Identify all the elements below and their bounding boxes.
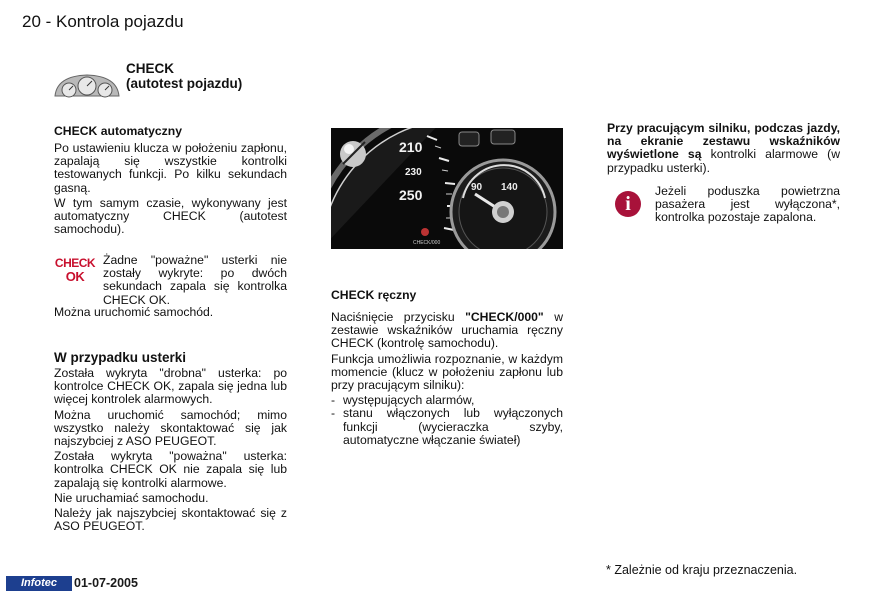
dashboard-photo — [331, 128, 563, 249]
fault-paragraph-4: Nie uruchamiać samochodu. — [54, 490, 209, 505]
no-fault-note — [103, 254, 287, 309]
fault-paragraph-1: Została wykryta "drobna" usterka: po kontrolce CHECK OK, zapala się jedna lub więcej kontrolek alarmowych. — [54, 366, 287, 407]
check-ok-icon — [54, 257, 96, 283]
airbag-note-text: Jeżeli poduszka powietrzna pasażera jest wyłączona*, kontrolka pozostaje zapalona. — [655, 184, 840, 225]
auto-check-heading: CHECK automatyczny — [54, 124, 182, 138]
check-section-title — [126, 61, 242, 91]
manual-p1-button: "CHECK/000" — [465, 310, 544, 324]
manual-p1-b: w zestawie wskaźników uruchamia ręczny CHECK (kontrolę samochodu). — [331, 310, 564, 351]
fault-heading: W przypadku usterki — [54, 350, 187, 365]
manual-check-paragraph-1 — [331, 311, 563, 351]
auto-check-paragraph-2: W tym samym czasie, wykonywany jest automatyczny CHECK (autotest samochodu). — [54, 195, 287, 237]
airbag-note — [655, 185, 840, 227]
fault-paragraph-5: Należy jak najszybciej skontaktować się z ASO PEUGEOT. — [54, 506, 287, 534]
auto-check-paragraph-1: Po ustawieniu klucza w położeniu zapłonu, zapalają się wszystkie kontrolki testowanych funkcji. Po kilku sekundach gasną. — [54, 141, 287, 195]
no-fault-text: Żadne "poważne" usterki nie zostały wykryte: po dwóch sekundach zapala się kontrolka CHECK OK. — [103, 253, 287, 307]
right-paragraph-bold: Przy pracującym silniku, podczas jazdy, na ekranie zestawu wskaźników wyświetlone są — [607, 121, 840, 162]
manual-p1-a: Naciśnięcie przycisku — [331, 310, 466, 324]
check-ok-icon-line2: OK — [65, 269, 85, 284]
instrument-cluster-icon — [53, 72, 121, 105]
page-title: 20 - Kontrola pojazdu — [22, 12, 184, 31]
check-title-line1: CHECK — [126, 61, 175, 76]
footer-date: 01-07-2005 — [74, 576, 138, 590]
manual-check-paragraph-2: Funkcja umożliwia rozpoznanie, w każdym momencie (klucz w położeniu zapłonu lub przy pracującym silniku): — [331, 351, 563, 393]
fault-paragraph-3: Została wykryta "poważna" usterka: kontrolka CHECK OK nie zapala się lub zapalają się kontrolki alarmowe. — [54, 449, 287, 490]
check-title-line2: (autotest pojazdu) — [126, 76, 243, 91]
speed-label-230: 230 — [405, 167, 422, 178]
speed-label-210: 210 — [399, 139, 423, 155]
temp-label-90: 90 — [471, 182, 483, 193]
right-paragraph — [607, 122, 840, 175]
auto-check-section — [54, 124, 287, 238]
right-paragraph-rest: kontrolki alarmowe (w przypadku usterki). — [607, 147, 841, 175]
info-icon: i — [615, 191, 641, 217]
fault-section — [54, 350, 287, 535]
manual-item-2: stanu włączonych lub wyłączonych funkcji (wycieraczka szyby, automatyczne włączanie świateł) — [343, 406, 563, 447]
speed-label-250: 250 — [399, 187, 423, 203]
manual-check-heading: CHECK ręczny — [331, 288, 417, 302]
start-allowed — [54, 306, 287, 321]
manual-check-section — [331, 288, 563, 447]
manual-item-1: występujących alarmów, — [343, 393, 475, 408]
fault-paragraph-2: Można uruchomić samochód; mimo wszystko należy skontaktować się jak najszybciej z ASO PEUGEOT. — [54, 407, 287, 449]
list-item: - występujących alarmów, — [331, 393, 475, 408]
start-allowed-text: Można uruchomić samochód. — [54, 305, 214, 319]
footnote: * Zależnie od kraju przeznaczenia. — [606, 563, 798, 577]
infotec-logo: Infotec — [6, 576, 72, 591]
right-note — [607, 122, 840, 177]
temp-label-140: 140 — [501, 182, 518, 193]
list-item: - stanu włączonych lub wyłączonych funkcji (wycieraczka szyby, automatyczne włączanie świateł) — [331, 406, 563, 447]
check-ok-icon-line1: CHECK — [54, 256, 96, 270]
check-button-label: CHECK/000 — [413, 240, 441, 246]
manual-check-list — [331, 394, 563, 447]
